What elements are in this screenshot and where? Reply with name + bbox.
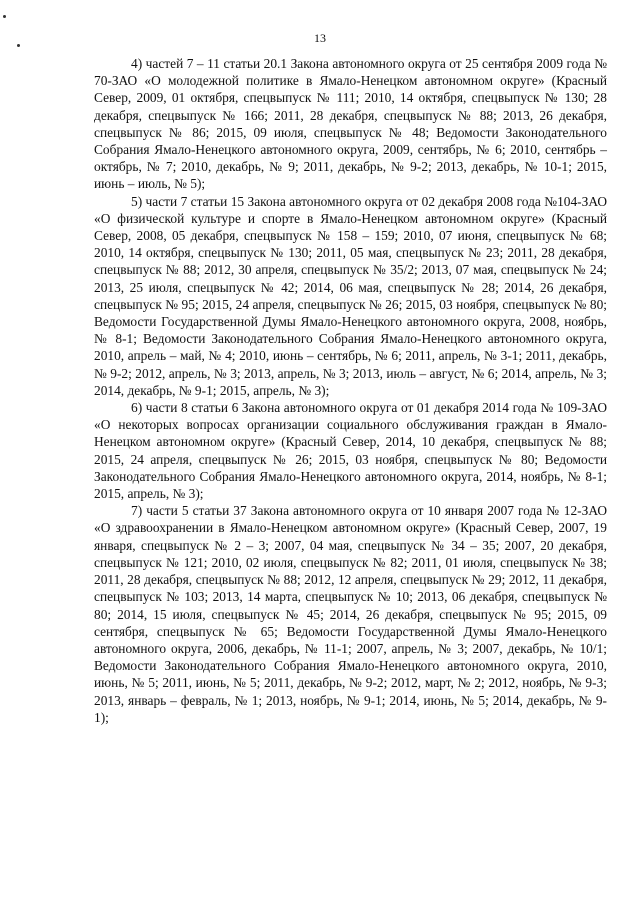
paragraph-item-5: 5) части 7 статьи 15 Закона автономного округа от 02 декабря 2008 года №104-ЗАО «О физической культуре и спорте в Ямало-Ненецком автономном округе» (Красный Север, 2008, 05 декабря, спецвыпуск № 158 – 159; 2010, 07 июня, спецвыпуск № 68; 2010, 14 октября, спецвыпуск № 130; 2011, 05 мая, спецвыпуск № 23; 2011, 28 декабря, спецвыпуск № 88; 2012, 30 апреля, спецвыпуск № 35/2; 2013, 07 мая, спецвыпуск № 24; 2013, 25 июля, спецвыпуск № 42; 2014, 06 мая, спецвыпуск № 28; 2014, 26 декабря, спецвыпуск № 95; 2015, 24 апреля, спецвыпуск № 26; 2015, 03 ноября, спецвыпуск № 80; Ведомости Государственной Думы Ямало-Ненецкого автономного округа, 2008, ноябрь, № 8-1; Ведомости Законодательного Собрания Ямало-Ненецкого автономного округа, 2010, апрель – май, № 4; 2010, июнь – сентябрь, № 6; 2011, апрель, № 3-1; 2011, декабрь, № 9-2; 2012, апрель, № 3; 2013, апрель, № 3; 2013, июль – август, № 6; 2014, апрель, № 3; 2014, декабрь, № 9-1; 2015, апрель, № 3); — [94, 193, 607, 398]
document-body — [94, 55, 607, 726]
paragraph-item-6: 6) части 8 статьи 6 Закона автономного округа от 01 декабря 2014 года № 109-ЗАО «О некоторых вопросах организации социального обслуживания граждан в Ямало-Ненецком автономном округе» (Красный Север, 2014, 10 декабря, спецвыпуск № 88; 2015, 24 апреля, спецвыпуск № 26; 2015, 03 ноября, спецвыпуск № 80; Ведомости Законодательного Собрания Ямало-Ненецкого автономного округа, 2014, ноябрь, № 8-1; 2015, апрель, № 3); — [94, 400, 607, 502]
paragraph-item-7: 7) части 5 статьи 37 Закона автономного округа от 10 января 2007 года № 12-ЗАО «О здравоохранении в Ямало-Ненецком автономном округе» (Красный Север, 2007, 19 января, спецвыпуск № 2 – 3; 2007, 04 мая, спецвыпуск № 34 – 35; 2007, 20 декабря, спецвыпуск № 121; 2010, 02 июля, спецвыпуск № 82; 2011, 01 июля, спецвыпуск № 38; 2011, 28 декабря, спецвыпуск № 88; 2012, 12 апреля, спецвыпуск № 29; 2012, 11 декабря, спецвыпуск № 103; 2013, 14 марта, спецвыпуск № 10; 2013, 06 декабря, спецвыпуск № 80; 2014, 15 июля, спецвыпуск № 45; 2014, 26 декабря, спецвыпуск № 95; 2015, 09 сентября, спецвыпуск № 65; Ведомости Государственной Думы Ямало-Ненецкого автономного округа, 2006, декабрь, № 11-1; 2007, апрель, № 3; 2007, декабрь, № 10/1; Ведомости Законодательного Собрания Ямало-Ненецкого автономного округа, 2010, июнь, № 5; 2011, июнь, № 5; 2011, декабрь, № 9-2; 2012, март, № 2; 2012, ноябрь, № 9-3; 2013, январь – февраль, № 1; 2013, ноябрь, № 9-1; 2014, июнь, № 5; 2014, декабрь, № 9-1); — [94, 503, 607, 725]
scan-mark — [3, 15, 6, 18]
paragraph-item-4: 4) частей 7 – 11 статьи 20.1 Закона автономного округа от 25 сентября 2009 года № 70-ЗАО «О молодежной политике в Ямало-Ненецком автономном округе» (Красный Север, 2009, 01 октября, спецвыпуск № 111; 2010, 14 октября, спецвыпуск № 130; 28 декабря, спецвыпуск № 166; 2011, 28 декабря, спецвыпуск № 88; 2013, 26 декабря, спецвыпуск № 86; 2015, 09 июля, спецвыпуск № 48; Ведомости Законодательного Собрания Ямало-Ненецкого автономного округа, 2009, сентябрь, № 6; 2010, сентябрь – октябрь, № 7; 2010, декабрь, № 9; 2011, декабрь, № 9-2; 2013, декабрь, № 10-1; 2015, июнь – июль, № 5); — [94, 56, 607, 192]
page-number: 13 — [314, 31, 326, 45]
